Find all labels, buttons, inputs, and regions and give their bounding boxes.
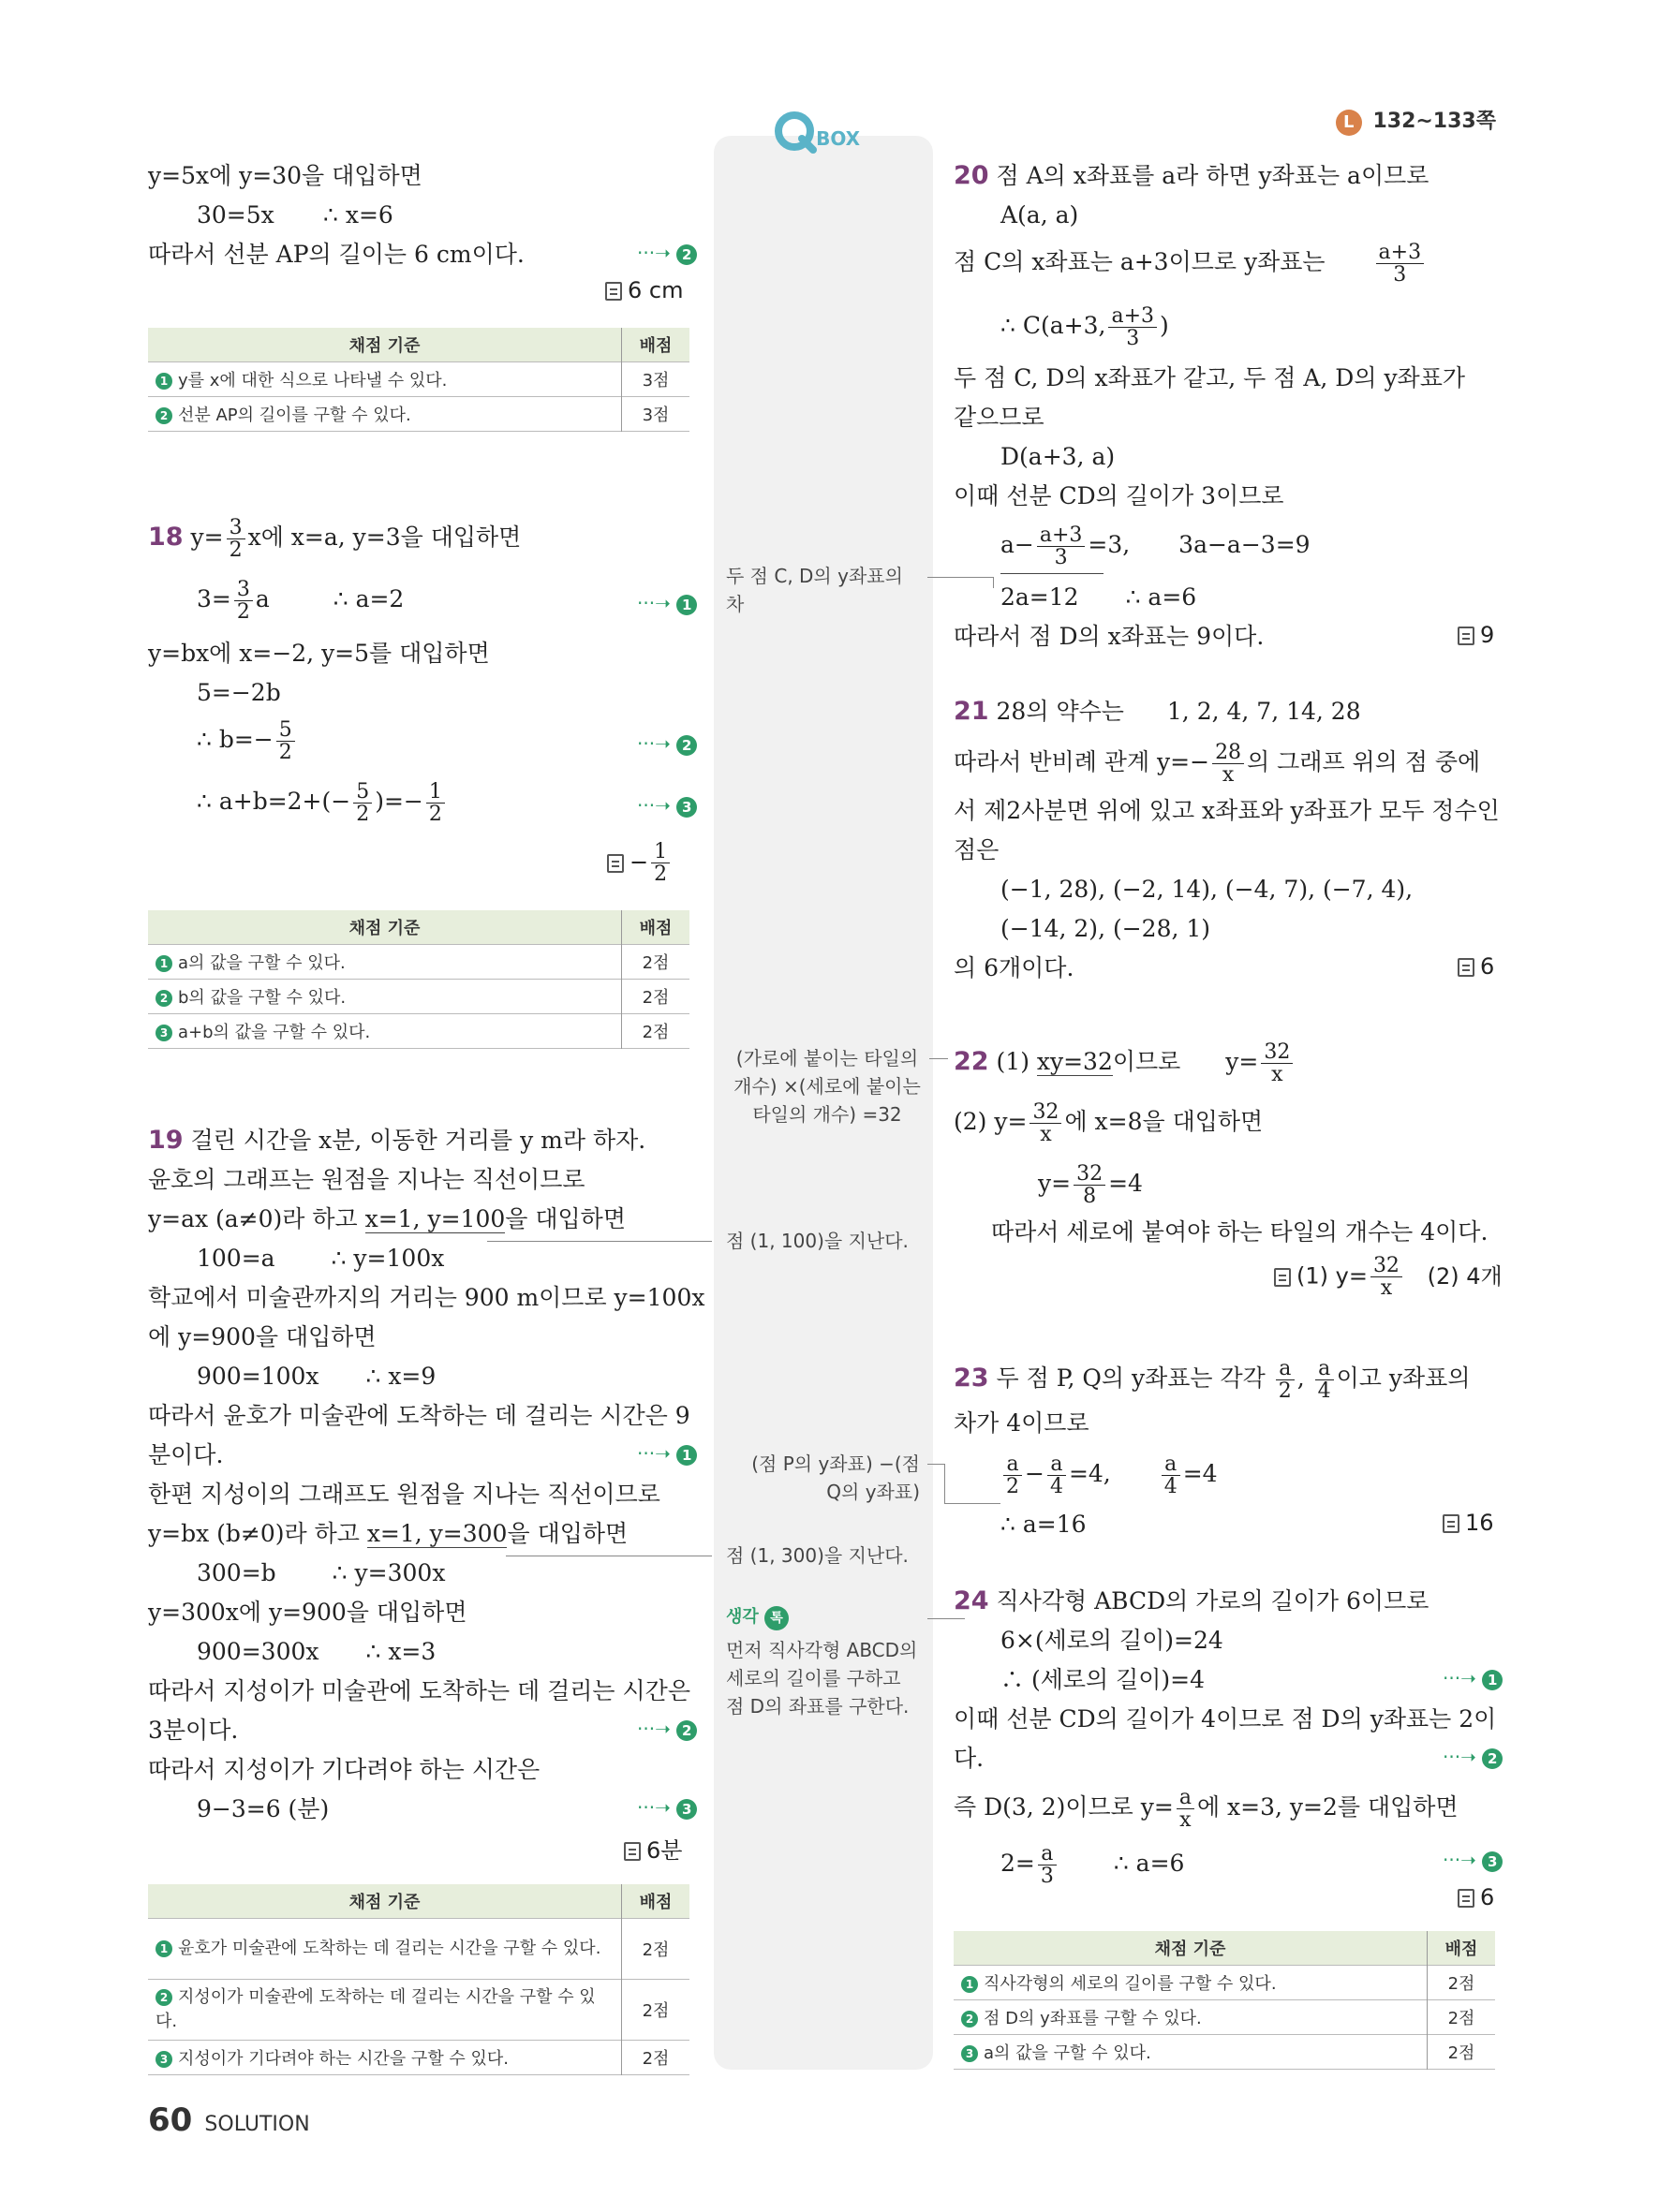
q21-line: (−14, 2), (−28, 1) bbox=[1000, 915, 1211, 942]
fraction: $\frac{a+3}{3}$ bbox=[1037, 524, 1086, 568]
question-number-22: 22 bbox=[954, 1047, 989, 1077]
table-row: 2 지성이가 미술관에 도착하는 데 걸리는 시간을 구할 수 있다. 2점 bbox=[148, 1980, 689, 2041]
text: 직사각형 ABCD의 가로의 길이가 6이므로 bbox=[996, 1587, 1429, 1615]
fraction: $\frac{3}{2}$ bbox=[227, 517, 245, 561]
step-marker-1: ···➝ 1 bbox=[1443, 1667, 1503, 1690]
criteria-text: a의 값을 구할 수 있다. bbox=[984, 2043, 1151, 2063]
q19-line: 따라서 지성이가 기다려야 하는 시간은 bbox=[148, 1756, 541, 1783]
text: 28의 약수는 bbox=[996, 698, 1124, 725]
q19-line: 학교에서 미술관까지의 거리는 900 m이므로 y=100x bbox=[148, 1284, 705, 1311]
text: ∴ a+b=2+(− bbox=[197, 788, 351, 816]
fraction: $\frac{a}{2}$ bbox=[1276, 1358, 1295, 1402]
answer-icon bbox=[605, 282, 622, 301]
text: =3, bbox=[1088, 531, 1131, 559]
answer-text: (2) 4개 bbox=[1427, 1262, 1503, 1290]
text: 에 x=8을 대입하면 bbox=[1064, 1108, 1264, 1136]
q21-line1 bbox=[954, 693, 1361, 730]
text: =4 bbox=[1182, 1460, 1218, 1488]
answer-text: − bbox=[630, 848, 649, 876]
note-q19a: 점 (1, 100)을 지난다. bbox=[726, 1230, 909, 1252]
left-line: 30=5x bbox=[197, 201, 274, 229]
q20-line bbox=[954, 242, 1427, 286]
q21-line: 서 제2사분면 위에 있고 x좌표와 y좌표가 모두 정수인 bbox=[954, 797, 1500, 824]
text: ∴ a=6 bbox=[1125, 583, 1197, 611]
step-marker-2: ···➝ 2 bbox=[1443, 1746, 1503, 1769]
criteria-header: 채점 기준 bbox=[954, 1931, 1428, 1966]
q19-line: 따라서 지성이가 미술관에 도착하는 데 걸리는 시간은 bbox=[148, 1677, 690, 1704]
criteria-text: b의 값을 구할 수 있다. bbox=[178, 988, 347, 1008]
tip-text: 먼저 직사각형 ABCD의 세로의 길이를 구하고 점 D의 좌표를 구한다. bbox=[726, 1639, 918, 1718]
answer-19 bbox=[624, 1832, 682, 1865]
q19-line bbox=[197, 1633, 436, 1671]
criteria-text: a+b의 값을 구할 수 있다. bbox=[178, 1023, 371, 1042]
q20-line1 bbox=[954, 157, 1429, 195]
table-row: 3 지성이가 기다려야 하는 시간을 구할 수 있다. 2점 bbox=[148, 2041, 689, 2075]
scoring-table-19 bbox=[148, 1884, 689, 2075]
q-logo-icon bbox=[774, 111, 819, 155]
answer-icon bbox=[1458, 1889, 1474, 1908]
q18-line4: 5=−2b bbox=[197, 679, 281, 706]
table-row: 1 윤호가 미술관에 도착하는 데 걸리는 시간을 구할 수 있다. 2점 bbox=[148, 1919, 689, 1980]
q20-line: 두 점 C, D의 x좌표가 같고, 두 점 A, D의 y좌표가 bbox=[954, 364, 1466, 391]
criteria-text: 선분 AP의 길이를 구할 수 있다. bbox=[178, 406, 411, 425]
score-header: 배점 bbox=[622, 910, 690, 945]
page-footer bbox=[148, 2101, 310, 2139]
text: 3a−a−3=9 bbox=[1178, 531, 1311, 559]
q22-line bbox=[1038, 1163, 1143, 1207]
step-marker-3: ···➝ 3 bbox=[1443, 1849, 1503, 1872]
score-header: 배점 bbox=[622, 328, 690, 362]
q24-line: 이때 선분 CD의 길이가 4이므로 점 D의 y좌표는 2이 bbox=[954, 1705, 1497, 1733]
text: y= bbox=[1038, 1170, 1072, 1198]
answer-21 bbox=[1458, 953, 1494, 980]
scoring-table-18 bbox=[148, 910, 689, 1049]
q19-line bbox=[197, 1240, 444, 1277]
text: ∴ x=9 bbox=[365, 1363, 437, 1390]
q23-line1: 23 두 점 P, Q의 y좌표는 각각 $\frac{a}{2}$ , $\frac{a}{4}$ 이고 y좌표의 bbox=[954, 1357, 1471, 1404]
text: ∴ a=6 bbox=[1113, 1850, 1185, 1878]
text: 2= bbox=[1000, 1850, 1035, 1878]
fraction: $\frac{a}{2}$ bbox=[1003, 1453, 1022, 1497]
score-header: 배점 bbox=[1428, 1931, 1496, 1966]
scoring-table-17 bbox=[148, 328, 689, 432]
question-number-18: 18 bbox=[148, 523, 184, 553]
fraction: $\frac{a}{4}$ bbox=[1047, 1453, 1066, 1497]
step-marker-2: ···➝ 2 bbox=[637, 242, 697, 265]
question-number-20: 20 bbox=[954, 161, 989, 190]
question-number-19: 19 bbox=[148, 1126, 184, 1155]
q18-line2 bbox=[197, 579, 404, 623]
text: )=− bbox=[375, 788, 423, 816]
q19-line: 한편 지성이의 그래프도 원점을 지나는 직선이므로 bbox=[148, 1481, 660, 1508]
score-cell: 2점 bbox=[1428, 2035, 1496, 2070]
text: xy=32 bbox=[1036, 1048, 1113, 1076]
score-cell: 2점 bbox=[622, 945, 690, 980]
fraction: $\frac{a}{x}$ bbox=[1177, 1787, 1194, 1831]
text: a bbox=[255, 585, 270, 613]
connector bbox=[487, 1241, 712, 1242]
criteria-header: 채점 기준 bbox=[148, 328, 622, 362]
q20-line bbox=[1000, 524, 1311, 568]
q24-line: 6×(세로의 길이)=24 bbox=[1000, 1627, 1223, 1654]
answer-17 bbox=[605, 277, 683, 303]
step-marker-2: ···➝ 2 bbox=[637, 732, 697, 756]
q19-line1 bbox=[148, 1122, 645, 1159]
q19-line bbox=[148, 1201, 626, 1238]
question-number-24: 24 bbox=[954, 1586, 989, 1615]
answer-23 bbox=[1443, 1510, 1494, 1536]
text: x에 x=a, y=3을 대입하면 bbox=[247, 524, 522, 552]
question-number-21: 21 bbox=[954, 697, 989, 726]
score-cell: 2점 bbox=[622, 1014, 690, 1049]
tip-label: 생각 bbox=[726, 1607, 759, 1627]
criteria-text: a의 값을 구할 수 있다. bbox=[178, 953, 346, 973]
tip-badge: 톡 bbox=[764, 1606, 789, 1630]
q24-line1 bbox=[954, 1583, 1429, 1620]
page-ref bbox=[1336, 105, 1496, 136]
connector bbox=[944, 1503, 1000, 1504]
fraction: $\frac{a}{4}$ bbox=[1315, 1358, 1334, 1402]
q20-line: 이때 선분 CD의 길이가 3이므로 bbox=[954, 482, 1284, 509]
text: 을 대입하면 bbox=[505, 1205, 626, 1232]
table-row: 2 선분 AP의 길이를 구할 수 있다. 3점 bbox=[148, 397, 689, 432]
text: 을 대입하면 bbox=[507, 1520, 629, 1547]
text: 1, 2, 4, 7, 14, 28 bbox=[1166, 698, 1361, 725]
answer-icon bbox=[624, 1842, 641, 1861]
answer-icon bbox=[1458, 958, 1474, 977]
answer-18 bbox=[607, 841, 673, 885]
text: 100=a bbox=[197, 1245, 275, 1272]
q20-line bbox=[1000, 579, 1196, 616]
text: =4 bbox=[1108, 1170, 1143, 1198]
fraction: $\frac{1}{2}$ bbox=[651, 841, 670, 885]
table-row: 2 점 D의 y좌표를 구할 수 있다. 2점 bbox=[954, 2000, 1495, 2035]
q24-line bbox=[1000, 1843, 1184, 1887]
score-cell: 2점 bbox=[1428, 2000, 1496, 2035]
text: x=1, y=100 bbox=[364, 1205, 506, 1232]
qbox-logo-text: BOX bbox=[816, 127, 861, 150]
q24-line: ∴ (세로의 길이)=4 bbox=[1000, 1666, 1206, 1693]
table-row: 3 a의 값을 구할 수 있다. 2점 bbox=[954, 2035, 1495, 2070]
fraction: $\frac{a+3}{3}$ bbox=[1108, 305, 1157, 349]
step-marker-3: ···➝ 3 bbox=[637, 794, 697, 818]
q21-line: 점은 bbox=[954, 836, 1000, 863]
answer-22 bbox=[1274, 1255, 1503, 1299]
page-number: 60 bbox=[148, 2101, 193, 2139]
q20-line: 따라서 점 D의 x좌표는 9이다. bbox=[954, 623, 1265, 650]
step-marker-1: ···➝ 1 bbox=[637, 1442, 697, 1466]
table-row: 1 y를 x에 대한 식으로 나타낼 수 있다. 3점 bbox=[148, 362, 689, 397]
q19-line: y=300x에 y=900을 대입하면 bbox=[148, 1599, 467, 1626]
answer-text: 6분 bbox=[646, 1837, 683, 1864]
criteria-text: y를 x에 대한 식으로 나타낼 수 있다. bbox=[178, 371, 448, 391]
q19-line bbox=[148, 1515, 628, 1553]
text: y=ax (a≠0)라 하고 bbox=[148, 1205, 365, 1232]
text: y=bx (b≠0)라 하고 bbox=[148, 1520, 367, 1547]
criteria-header: 채점 기준 bbox=[148, 910, 622, 945]
criteria-header: 채점 기준 bbox=[148, 1884, 622, 1919]
q21-line bbox=[954, 742, 1480, 786]
answer-text: (1) y= bbox=[1296, 1262, 1368, 1290]
connector bbox=[927, 1464, 944, 1465]
score-cell: 3점 bbox=[622, 362, 690, 397]
score-cell: 2점 bbox=[622, 2041, 690, 2075]
score-cell: 2점 bbox=[622, 1980, 690, 2041]
text: 이고 y좌표의 bbox=[1336, 1364, 1471, 1393]
step-marker-2: ···➝ 2 bbox=[637, 1718, 697, 1741]
text: ∴ a=2 bbox=[333, 585, 405, 613]
text: x=1, y=300 bbox=[366, 1520, 508, 1547]
q19-line bbox=[197, 1555, 445, 1592]
fraction: $\frac{3}{2}$ bbox=[234, 579, 253, 623]
q19-line: 3분이다. bbox=[148, 1717, 239, 1744]
step-marker-3: ···➝ 3 bbox=[637, 1796, 697, 1820]
q18-line6 bbox=[197, 781, 448, 825]
scoring-table-24 bbox=[954, 1931, 1495, 2070]
score-cell: 2점 bbox=[1428, 1966, 1496, 2000]
criteria-text: 지성이가 미술관에 도착하는 데 걸리는 시간을 구할 수 있다. bbox=[156, 1987, 596, 2031]
step-marker-1: ···➝ 1 bbox=[637, 592, 697, 615]
answer-icon bbox=[1443, 1514, 1459, 1533]
q20-line: 같으므로 bbox=[954, 404, 1044, 431]
text: a− bbox=[1000, 531, 1034, 559]
answer-text: 6 bbox=[1480, 1884, 1495, 1910]
fraction: $\frac{32}{x}$ bbox=[1370, 1255, 1402, 1299]
score-cell: 2점 bbox=[622, 1919, 690, 1980]
note-q20: 두 점 C, D의 y좌표의 차 bbox=[726, 565, 903, 615]
q18-line5 bbox=[197, 719, 298, 763]
criteria-text: 점 D의 y좌표를 구할 수 있다. bbox=[984, 2009, 1202, 2028]
connector bbox=[944, 1464, 945, 1503]
criteria-text: 윤호가 미술관에 도착하는 데 걸리는 시간을 구할 수 있다. bbox=[178, 1939, 601, 1958]
q19-line: 분이다. bbox=[148, 1441, 224, 1468]
table-row: 1 직사각형의 세로의 길이를 구할 수 있다. 2점 bbox=[954, 1966, 1495, 2000]
q19-line bbox=[197, 1358, 436, 1395]
q19-line: 9−3=6 (분) bbox=[197, 1795, 330, 1822]
text: ) bbox=[1160, 312, 1169, 340]
left-line: y=5x에 y=30을 대입하면 bbox=[148, 162, 422, 189]
text: y= bbox=[190, 524, 224, 552]
fraction: $\frac{a}{3}$ bbox=[1038, 1843, 1057, 1887]
fraction: $\frac{32}{x}$ bbox=[1029, 1101, 1061, 1145]
answer-text: 16 bbox=[1465, 1510, 1494, 1536]
answer-text: 9 bbox=[1480, 622, 1495, 648]
text: ∴ C(a+3, bbox=[1000, 312, 1106, 340]
q22-line1 bbox=[954, 1041, 1296, 1085]
table-row: 1 a의 값을 구할 수 있다. 2점 bbox=[148, 945, 689, 980]
q22-line: 따라서 세로에 붙여야 하는 타일의 개수는 4이다. bbox=[991, 1218, 1489, 1246]
text: 3= bbox=[197, 585, 231, 613]
answer-text: 6 cm bbox=[628, 277, 684, 303]
q18-line3: y=bx에 x=−2, y=5를 대입하면 bbox=[148, 640, 490, 667]
text: (2) y= bbox=[954, 1108, 1028, 1136]
text: 점 A의 x좌표를 a라 하면 y좌표는 a이므로 bbox=[996, 162, 1429, 189]
text: ∴ x=3 bbox=[365, 1638, 437, 1665]
fraction: $\frac{28}{x}$ bbox=[1212, 742, 1244, 786]
question-number-23: 23 bbox=[954, 1364, 989, 1394]
fraction: $\frac{5}{2}$ bbox=[276, 719, 295, 763]
text: (1) bbox=[996, 1048, 1037, 1076]
note-q19b: 점 (1, 300)을 지난다. bbox=[726, 1544, 909, 1567]
note-q23: (점 P의 y좌표) −(점 Q의 y좌표) bbox=[751, 1453, 920, 1503]
score-header: 배점 bbox=[622, 1884, 690, 1919]
text: 점 C의 x좌표는 a+3이므로 y좌표는 bbox=[954, 248, 1326, 276]
table-row: 2 b의 값을 구할 수 있다. 2점 bbox=[148, 980, 689, 1014]
left-line: ∴ x=6 bbox=[323, 201, 393, 229]
q23-line: ∴ a=16 bbox=[1000, 1511, 1087, 1538]
answer-icon bbox=[1458, 627, 1474, 645]
text: ∴ y=300x bbox=[332, 1559, 446, 1586]
q18-line1 bbox=[148, 517, 521, 561]
q20-line bbox=[1000, 305, 1169, 349]
qbox-logo bbox=[774, 111, 867, 157]
q21-line: (−1, 28), (−2, 14), (−4, 7), (−7, 4), bbox=[1000, 876, 1414, 903]
answer-icon bbox=[607, 854, 624, 873]
text: 900=100x bbox=[197, 1363, 319, 1390]
q22-line bbox=[954, 1101, 1263, 1145]
q19-line: 에 y=900을 대입하면 bbox=[148, 1323, 377, 1350]
answer-24 bbox=[1458, 1884, 1494, 1910]
answer-icon bbox=[1274, 1268, 1291, 1287]
text: 이므로 bbox=[1112, 1048, 1181, 1076]
q20-line: D(a+3, a) bbox=[1000, 443, 1116, 470]
score-cell: 3점 bbox=[622, 397, 690, 432]
text: 의 그래프 위의 점 중에 bbox=[1247, 748, 1481, 776]
text: 즉 D(3, 2)이므로 y= bbox=[954, 1793, 1174, 1821]
page-ref-text: 132~133쪽 bbox=[1372, 110, 1496, 133]
fraction: $\frac{32}{x}$ bbox=[1261, 1041, 1293, 1085]
q19-line: 따라서 윤호가 미술관에 도착하는 데 걸리는 시간은 9 bbox=[148, 1402, 690, 1429]
fraction: $\frac{1}{2}$ bbox=[426, 781, 445, 825]
connector bbox=[927, 577, 993, 578]
fraction: $\frac{32}{8}$ bbox=[1074, 1163, 1105, 1207]
criteria-text: 지성이가 기다려야 하는 시간을 구할 수 있다. bbox=[178, 2049, 510, 2069]
connector bbox=[929, 1058, 948, 1059]
q24-line: 다. bbox=[954, 1745, 985, 1772]
text: =4, bbox=[1068, 1460, 1111, 1488]
left-line: 따라서 선분 AP의 길이는 6 cm이다. bbox=[148, 241, 525, 268]
q23-line: 차가 4이므로 bbox=[954, 1409, 1089, 1437]
text: y= bbox=[1225, 1048, 1259, 1076]
fraction: $\frac{a+3}{3}$ bbox=[1376, 242, 1425, 286]
answer-20 bbox=[1458, 622, 1494, 648]
score-cell: 2점 bbox=[622, 980, 690, 1014]
text: 두 점 P, Q의 y좌표는 각각 bbox=[996, 1364, 1266, 1393]
text: 300=b bbox=[197, 1559, 276, 1586]
q19-line: 윤호의 그래프는 원점을 지나는 직선이므로 bbox=[148, 1166, 585, 1193]
fraction: $\frac{5}{2}$ bbox=[353, 781, 372, 825]
connector bbox=[993, 577, 994, 588]
q23-line: $\frac{a}{2}$ − $\frac{a}{4}$ =4, $\frac{a}{4}$ =4 bbox=[1000, 1453, 1218, 1497]
text: ∴ y=100x bbox=[331, 1245, 445, 1272]
text: ∴ b=− bbox=[197, 726, 274, 754]
criteria-text: 직사각형의 세로의 길이를 구할 수 있다. bbox=[984, 1974, 1277, 1994]
text: 2a=12 bbox=[1000, 583, 1079, 611]
q20-line: A(a, a) bbox=[1000, 201, 1079, 229]
table-row: 3 a+b의 값을 구할 수 있다. 2점 bbox=[148, 1014, 689, 1049]
note-q22: (가로에 붙이는 타일의 개수) ×(세로에 붙이는 타일의 개수) =32 bbox=[733, 1047, 921, 1126]
answer-text: 6 bbox=[1480, 953, 1495, 980]
page-ref-badge: L bbox=[1336, 110, 1362, 136]
footer-label: SOLUTION bbox=[204, 2113, 310, 2136]
underline bbox=[1000, 573, 1104, 574]
text: 걸린 시간을 x분, 이동한 거리를 y m라 하자. bbox=[190, 1127, 646, 1154]
fraction: $\frac{a}{4}$ bbox=[1162, 1453, 1180, 1497]
q24-line bbox=[954, 1787, 1459, 1831]
text: 에 x=3, y=2를 대입하면 bbox=[1196, 1793, 1459, 1821]
tip-box bbox=[726, 1603, 923, 1720]
q21-line: 의 6개이다. bbox=[954, 954, 1074, 981]
text: 900=300x bbox=[197, 1638, 319, 1665]
text: 따라서 반비례 관계 y=− bbox=[954, 748, 1210, 776]
